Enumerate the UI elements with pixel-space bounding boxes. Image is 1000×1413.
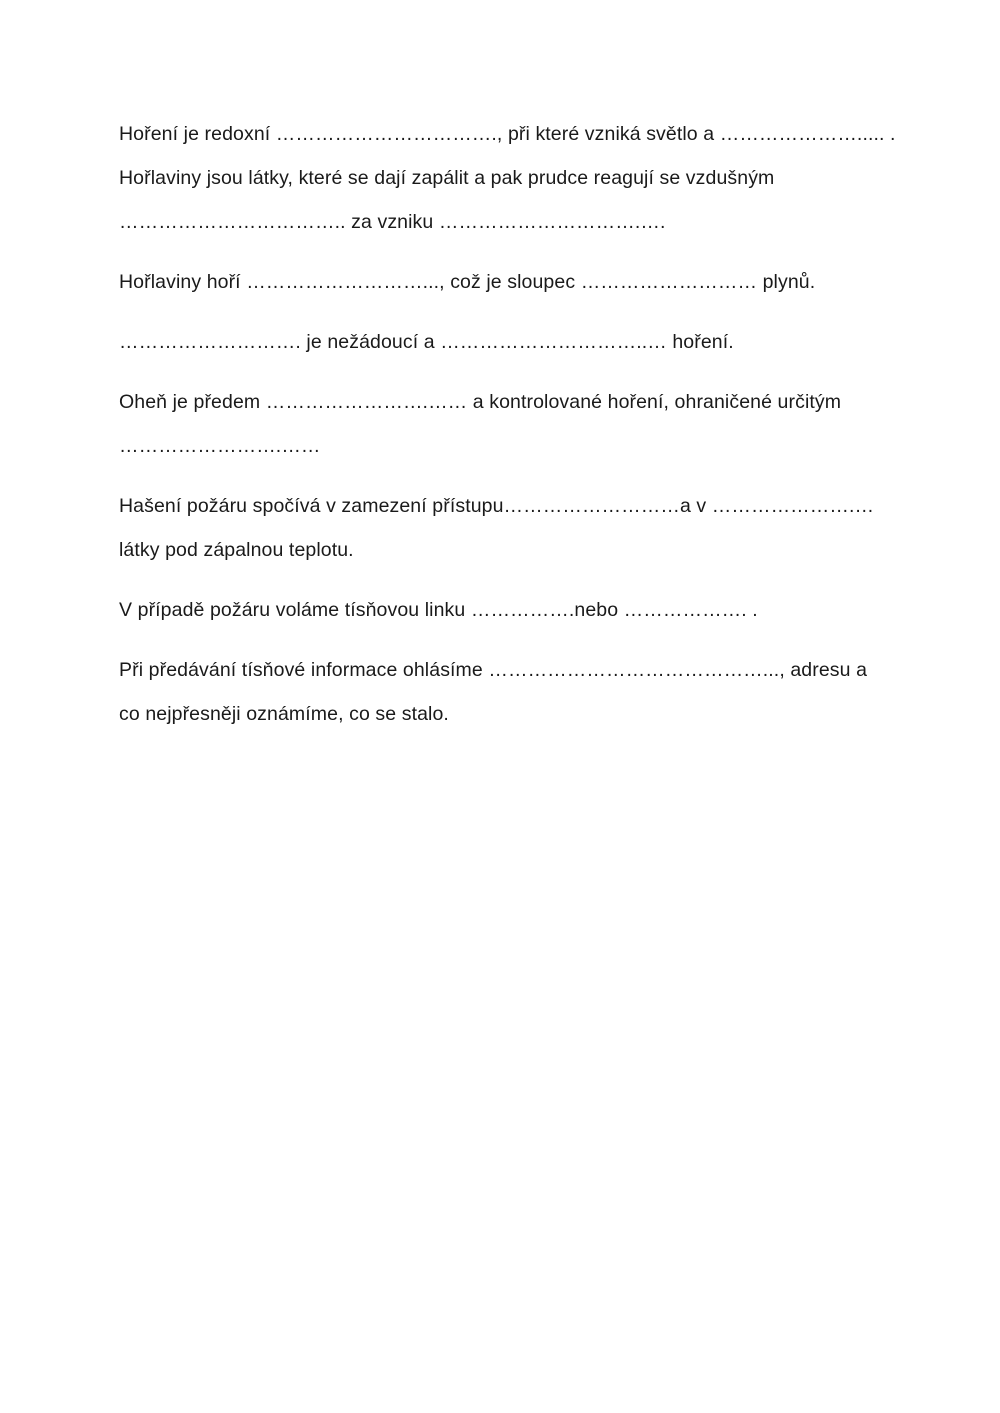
worksheet-content bbox=[119, 112, 909, 736]
paragraph-line: …………………….…… bbox=[119, 435, 321, 457]
paragraph-line: Hašení požáru spočívá v zamezení přístupu………………………a v ………………….… bbox=[119, 495, 875, 517]
paragraph-emergency-line bbox=[119, 588, 909, 632]
paragraph-controlled-fire bbox=[119, 380, 909, 468]
paragraph-spacer bbox=[119, 572, 909, 588]
paragraph-spacer bbox=[119, 304, 909, 320]
paragraph-line: V případě požáru voláme tísňovou linku …………….nebo ………………. . bbox=[119, 599, 758, 621]
paragraph-line: Hořlaviny jsou látky, které se dají zapálit a pak prudce reagují se vzdušným bbox=[119, 167, 775, 189]
paragraph-spacer bbox=[119, 632, 909, 648]
paragraph-spacer bbox=[119, 244, 909, 260]
paragraph-spacer bbox=[119, 468, 909, 484]
paragraph-spacer bbox=[119, 364, 909, 380]
paragraph-line: co nejpřesněji oznámíme, co se stalo. bbox=[119, 703, 449, 725]
paragraph-line: Při předávání tísňové informace ohlásíme ……………………………………..., adresu a bbox=[119, 659, 868, 681]
paragraph-line: …………………………….. za vzniku ………………………….…. bbox=[119, 211, 666, 233]
paragraph-combustion bbox=[119, 112, 909, 244]
paragraph-line: Hořlaviny hoří ………………………..., což je sloupec ……………………… plynů. bbox=[119, 271, 816, 293]
paragraph-line: Hoření je redoxní ……………………………., při které vzniká světlo a …………………..... . bbox=[119, 123, 896, 145]
paragraph-flames bbox=[119, 260, 909, 304]
paragraph-fire-undesired bbox=[119, 320, 909, 364]
paragraph-extinguishing bbox=[119, 484, 909, 572]
paragraph-emergency-info bbox=[119, 648, 909, 736]
paragraph-line: Oheň je předem …………………….…… a kontrolované hoření, ohraničené určitým bbox=[119, 391, 842, 413]
paragraph-line: ………………………. je nežádoucí a …………………………..… hoření. bbox=[119, 331, 734, 353]
paragraph-line: látky pod zápalnou teplotu. bbox=[119, 539, 354, 561]
